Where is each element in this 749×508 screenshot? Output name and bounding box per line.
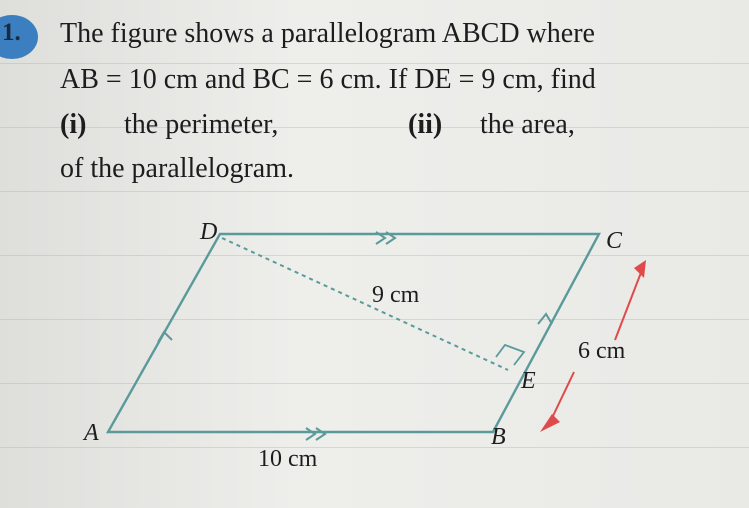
bc-measure-label: 6 cm [578, 338, 626, 364]
part-ii-label: (ii) [408, 109, 443, 140]
part-i-text: the perimeter, [124, 109, 279, 140]
vertex-c-label: C [606, 228, 623, 254]
point-e-label: E [521, 368, 536, 394]
parallel-arrow-right [538, 314, 552, 324]
bc-measure-line-upper [615, 270, 642, 340]
vertex-a-label: A [84, 420, 99, 446]
question-line-1: The figure shows a parallelogram ABCD where [60, 18, 595, 49]
bc-arrowhead-down-icon [540, 414, 560, 432]
question-number: 1. [2, 19, 21, 46]
segment-de [222, 238, 508, 370]
bc-measure-line-lower [552, 372, 574, 418]
parallel-arrow-bottom-2 [316, 428, 325, 440]
question-line-2: AB = 10 cm and BC = 6 cm. If DE = 9 cm, find [60, 64, 596, 95]
part-ii-text: the area, [480, 109, 575, 140]
parallelogram-abcd [108, 234, 599, 432]
vertex-b-label: B [491, 424, 506, 450]
ab-measure-label: 10 cm [258, 446, 318, 472]
parallel-arrow-bottom-1 [306, 428, 315, 440]
vertex-d-label: D [200, 219, 218, 245]
part-i-label: (i) [60, 109, 87, 140]
right-angle-marker [496, 345, 524, 365]
question-line-4: of the parallelogram. [60, 153, 295, 184]
de-measure-label: 9 cm [372, 282, 420, 308]
